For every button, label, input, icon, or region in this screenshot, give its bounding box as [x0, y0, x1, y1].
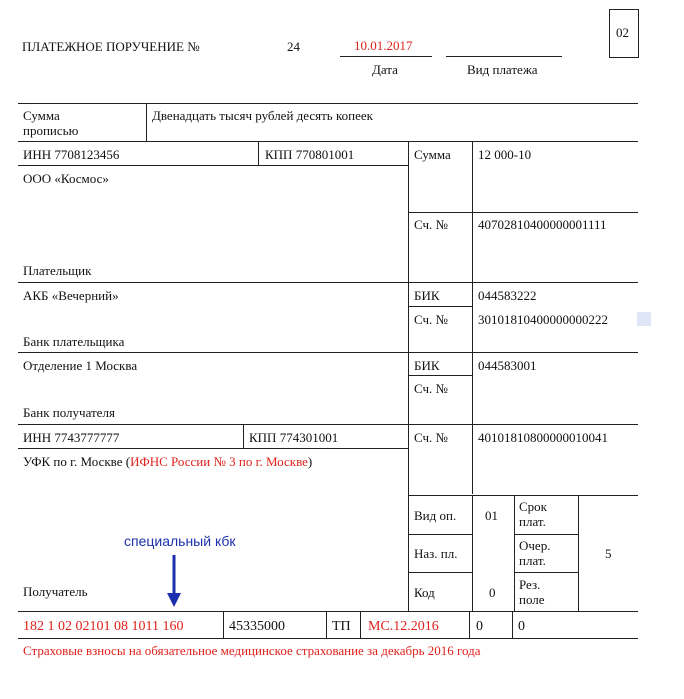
vline-budget-2 [326, 611, 327, 638]
line-before-payee-bank [18, 352, 638, 353]
payer-bank-account-label: Сч. № [414, 312, 448, 327]
payment-purpose: Страховые взносы на обязательное медицинское страхование за декабрь 2016 года [23, 643, 481, 658]
line-after-payee-inn [18, 448, 408, 449]
line-before-budget-row [18, 611, 638, 612]
payee-name [23, 454, 312, 469]
reserve-label-1: Рез. [519, 577, 541, 592]
purpose-label: Наз. пл. [414, 546, 458, 561]
line-after-budget-row [18, 638, 638, 639]
line-after-purpose [408, 572, 472, 573]
sum-value: 12 000-10 [478, 147, 532, 162]
amount-words-label-1: Сумма [23, 108, 60, 123]
line-before-op-type [408, 495, 638, 496]
vline-payee-kpp [243, 424, 244, 448]
doc-number-value: 0 [476, 619, 483, 634]
payee-label: Получатель [23, 584, 88, 599]
line-before-payer-account [408, 212, 638, 213]
form-title: ПЛАТЕЖНОЕ ПОРУЧЕНИЕ № [22, 39, 200, 54]
kbk-value: 182 1 02 02101 08 1011 160 [23, 619, 184, 634]
payer-bank-label: Банк плательщика [23, 334, 125, 349]
vline-main-right [408, 141, 409, 611]
term-label-1: Срок [519, 499, 547, 514]
vline-amount-words [146, 103, 147, 141]
vline-bank-values [472, 282, 473, 494]
oktmo-value: 45335000 [229, 619, 285, 634]
order-value: 5 [605, 546, 612, 561]
kbk-annotation: специальный кбк [124, 533, 236, 549]
doc-date-value: 0 [518, 619, 525, 634]
code-value: 0 [489, 585, 496, 600]
line-before-payer-bank [18, 282, 638, 283]
term-label-2: плат. [519, 514, 546, 529]
payee-tax-office: ИФНС России № 3 по г. Москве [130, 454, 308, 469]
vline-op-values [472, 495, 473, 611]
amount-words-value: Двенадцать тысяч рублей десять копеек [152, 108, 373, 123]
payer-inn: ИНН 7708123456 [23, 147, 120, 162]
period-value: МС.12.2016 [368, 619, 439, 634]
payee-account-label: Сч. № [414, 430, 448, 445]
line-after-order [514, 572, 578, 573]
form-code: 02 [616, 25, 629, 40]
vline-budget-4 [469, 611, 470, 638]
vline-sum [472, 141, 473, 212]
line-after-payer-inn [18, 165, 408, 166]
line-after-amount-words [18, 141, 638, 142]
order-label-2: плат. [519, 553, 546, 568]
vline-term-values [578, 495, 579, 611]
basis-value: ТП [332, 619, 351, 634]
payee-bank-label: Банк получателя [23, 405, 115, 420]
document-number: 24 [287, 39, 300, 54]
payer-bank-account-value: 30101810400000000222 [478, 312, 608, 327]
payer-bik-value: 044583222 [478, 288, 537, 303]
arrow-down-icon [164, 555, 184, 609]
amount-words-label-2: прописью [23, 123, 79, 138]
sum-label: Сумма [414, 147, 451, 162]
order-label-1: Очер. [519, 538, 551, 553]
reserve-label-2: поле [519, 592, 545, 607]
payee-name-main: УФК по г. Москве ( [23, 454, 131, 469]
payment-type-underline [446, 56, 562, 57]
vline-budget-5 [512, 611, 513, 638]
line-after-payer-bik [408, 306, 472, 307]
table-top-line [18, 103, 638, 104]
vline-payer-account [472, 212, 473, 282]
line-before-payee-inn [18, 424, 638, 425]
payee-bank-name: Отделение 1 Москва [23, 358, 138, 373]
payment-type-label: Вид платежа [467, 62, 538, 77]
vline-term-labels [514, 495, 515, 611]
payer-bik-label: БИК [414, 288, 440, 303]
op-type-label: Вид оп. [414, 508, 457, 523]
payee-name-close: ) [307, 454, 313, 469]
date-underline [340, 56, 432, 57]
payee-bik-label: БИК [414, 358, 440, 373]
payee-bik-value: 044583001 [478, 358, 537, 373]
line-after-term [514, 534, 578, 535]
payee-bank-account-label: Сч. № [414, 381, 448, 396]
selection-marker [637, 312, 651, 326]
op-type-value: 01 [485, 508, 498, 523]
line-after-op-type [408, 534, 472, 535]
line-after-payee-bik [408, 375, 472, 376]
payee-account-value: 40101810800000010041 [478, 430, 608, 445]
vline-budget-3 [360, 611, 361, 638]
payee-kpp: КПП 774301001 [249, 430, 339, 445]
payer-bank-name: АКБ «Вечерний» [23, 288, 119, 303]
payer-kpp: КПП 770801001 [265, 147, 355, 162]
payer-name: ООО «Космос» [23, 171, 109, 186]
code-label: Код [414, 585, 435, 600]
date-label: Дата [372, 62, 398, 77]
vline-budget-1 [223, 611, 224, 638]
payer-account-label: Сч. № [414, 217, 448, 232]
document-date: 10.01.2017 [354, 38, 413, 53]
payer-account-value: 40702810400000001111 [478, 217, 607, 232]
vline-payer-kpp [258, 141, 259, 165]
payee-inn: ИНН 7743777777 [23, 430, 120, 445]
payer-label: Плательщик [23, 263, 92, 278]
